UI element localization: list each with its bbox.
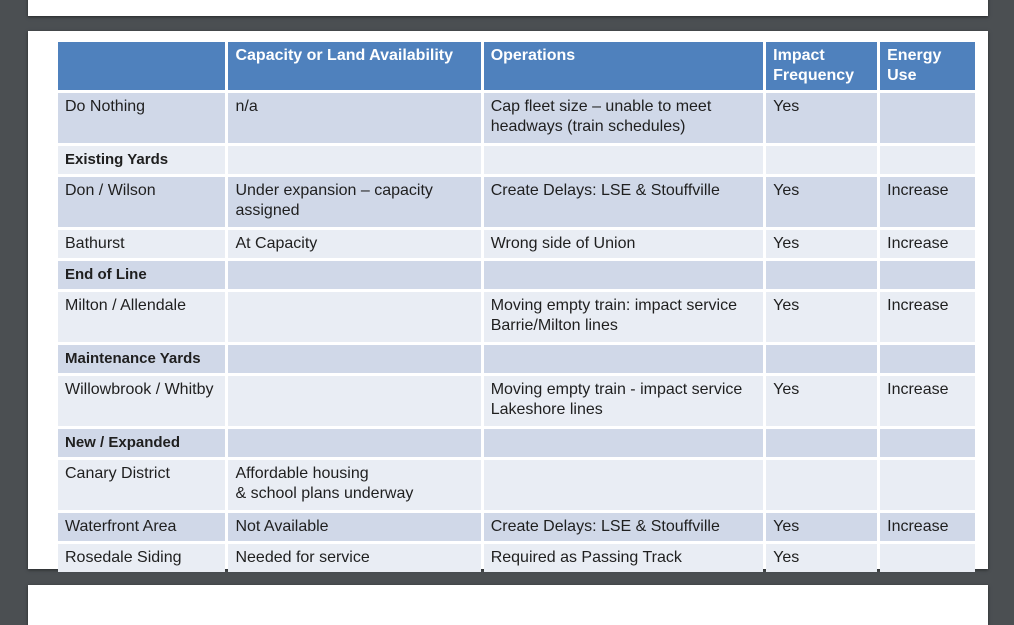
table-cell	[880, 429, 975, 457]
section-label: New / Expanded	[58, 429, 225, 457]
table-cell: Cap fleet size – unable to meet headways (train schedules)	[484, 93, 763, 143]
table-row	[58, 177, 975, 227]
table-cell	[766, 146, 877, 174]
table-cell	[228, 376, 480, 426]
table-cell: Yes	[766, 513, 877, 541]
table-cell: Moving empty train - impact service Lakeshore lines	[484, 376, 763, 426]
table-cell: Don / Wilson	[58, 177, 225, 227]
table-cell: Wrong side of Union	[484, 230, 763, 258]
table-cell	[766, 345, 877, 373]
section-row	[58, 429, 975, 457]
table-cell	[880, 345, 975, 373]
table-header-row	[58, 42, 975, 90]
table-row	[58, 93, 975, 143]
table-cell	[880, 544, 975, 572]
slide-page	[28, 31, 988, 569]
previous-slide-page	[28, 0, 988, 16]
table-row	[58, 544, 975, 572]
table-cell: Canary District	[58, 460, 225, 510]
table-cell: Affordable housing & school plans underway	[228, 460, 480, 510]
table-cell	[766, 429, 877, 457]
table-cell: Increase	[880, 376, 975, 426]
table-row	[58, 513, 975, 541]
table-cell: Yes	[766, 292, 877, 342]
table-cell: Required as Passing Track	[484, 544, 763, 572]
table-cell	[766, 261, 877, 289]
table-cell: Create Delays: LSE & Stouffville	[484, 513, 763, 541]
table-cell: Under expansion – capacity assigned	[228, 177, 480, 227]
table-cell	[228, 429, 480, 457]
table-cell: Create Delays: LSE & Stouffville	[484, 177, 763, 227]
table-cell: Bathurst	[58, 230, 225, 258]
table-cell: Increase	[880, 177, 975, 227]
table-cell: Do Nothing	[58, 93, 225, 143]
table-cell	[484, 460, 763, 510]
table-cell	[228, 261, 480, 289]
table-cell: Yes	[766, 177, 877, 227]
table-cell	[766, 460, 877, 510]
section-row	[58, 261, 975, 289]
table-row	[58, 376, 975, 426]
table-cell	[484, 146, 763, 174]
table-cell	[228, 345, 480, 373]
table-cell	[228, 292, 480, 342]
table-cell	[228, 146, 480, 174]
header-cell: Operations	[484, 42, 763, 90]
table-cell	[880, 93, 975, 143]
table-cell: Yes	[766, 93, 877, 143]
section-row	[58, 146, 975, 174]
table-cell: Willowbrook / Whitby	[58, 376, 225, 426]
table-cell	[880, 460, 975, 510]
table-cell: At Capacity	[228, 230, 480, 258]
section-row	[58, 345, 975, 373]
header-cell	[58, 42, 225, 90]
table-cell: Not Available	[228, 513, 480, 541]
table-cell	[484, 261, 763, 289]
table-cell: Yes	[766, 376, 877, 426]
section-label: Existing Yards	[58, 146, 225, 174]
header-cell: Capacity or Land Availability	[228, 42, 480, 90]
table-cell: Milton / Allendale	[58, 292, 225, 342]
table-cell	[484, 345, 763, 373]
table-row	[58, 230, 975, 258]
table-row	[58, 292, 975, 342]
table-cell: Increase	[880, 513, 975, 541]
next-slide-page	[28, 585, 988, 625]
table-cell	[880, 261, 975, 289]
table-cell: Needed for service	[228, 544, 480, 572]
table-cell: Rosedale Siding	[58, 544, 225, 572]
header-cell: Impact Frequency	[766, 42, 877, 90]
table-cell: Yes	[766, 230, 877, 258]
table-cell: Increase	[880, 230, 975, 258]
table-row	[58, 460, 975, 510]
table-cell: Waterfront Area	[58, 513, 225, 541]
section-label: Maintenance Yards	[58, 345, 225, 373]
table-cell	[880, 146, 975, 174]
table-cell	[484, 429, 763, 457]
table-cell: Moving empty train: impact service Barrie/Milton lines	[484, 292, 763, 342]
header-cell: Energy Use	[880, 42, 975, 90]
table-cell: Increase	[880, 292, 975, 342]
table-cell: n/a	[228, 93, 480, 143]
yard-options-table	[55, 39, 978, 575]
table-body	[58, 93, 975, 572]
section-label: End of Line	[58, 261, 225, 289]
table-cell: Yes	[766, 544, 877, 572]
